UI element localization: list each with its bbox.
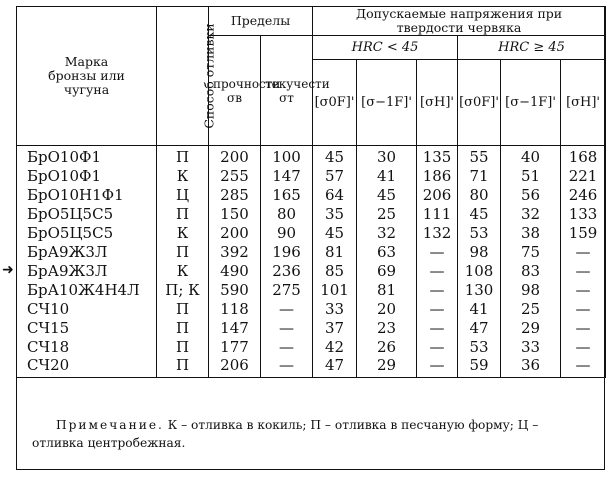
table-row xyxy=(17,281,606,300)
cell-st: 100 xyxy=(261,146,313,167)
cell-b2: 51 xyxy=(501,167,561,186)
cell-b2: 36 xyxy=(501,357,561,378)
cell-grade: СЧ15 xyxy=(17,319,157,338)
cell-sb: 490 xyxy=(209,262,261,281)
cell-a2: 25 xyxy=(357,205,417,224)
cell-a3: — xyxy=(417,243,458,262)
cell-st: — xyxy=(261,319,313,338)
cell-b3: 221 xyxy=(561,167,606,186)
cell-st: 236 xyxy=(261,262,313,281)
header-s1f-b: [σ−1F]' xyxy=(501,60,561,146)
margin-arrow-icon: ➜ xyxy=(2,262,14,278)
header-sh-a: [σH]' xyxy=(417,60,458,146)
cell-a1: 85 xyxy=(313,262,357,281)
cell-b2: 32 xyxy=(501,205,561,224)
header-grade: Марка бронзы или чугуна xyxy=(17,7,157,146)
cell-b1: 41 xyxy=(458,300,501,319)
cell-b3: 133 xyxy=(561,205,606,224)
cell-st: — xyxy=(261,300,313,319)
cell-method: П xyxy=(157,205,209,224)
cell-st: 90 xyxy=(261,224,313,243)
cell-a1: 57 xyxy=(313,167,357,186)
cell-a3: — xyxy=(417,319,458,338)
cell-b3: — xyxy=(561,338,606,357)
cell-a1: 45 xyxy=(313,146,357,167)
cell-b2: 29 xyxy=(501,319,561,338)
cell-st: 275 xyxy=(261,281,313,300)
cell-b1: 53 xyxy=(458,338,501,357)
cell-a2: 81 xyxy=(357,281,417,300)
cell-a2: 32 xyxy=(357,224,417,243)
table-row xyxy=(17,186,606,205)
cell-method: П xyxy=(157,319,209,338)
cell-st: 80 xyxy=(261,205,313,224)
table-row xyxy=(17,357,606,378)
cell-b2: 83 xyxy=(501,262,561,281)
header-s0f-b: [σ0F]' xyxy=(458,60,501,146)
table-row xyxy=(17,146,606,167)
cell-b3: — xyxy=(561,281,606,300)
cell-b3: — xyxy=(561,243,606,262)
cell-method: Ц xyxy=(157,186,209,205)
header-allowed: Допускаемые напряжения при твердости червяка xyxy=(313,7,606,36)
cell-b2: 38 xyxy=(501,224,561,243)
cell-method: П; К xyxy=(157,281,209,300)
cell-method: К xyxy=(157,167,209,186)
cell-a2: 30 xyxy=(357,146,417,167)
cell-sb: 206 xyxy=(209,357,261,378)
cell-b2: 40 xyxy=(501,146,561,167)
cell-a3: — xyxy=(417,357,458,378)
cell-b1: 45 xyxy=(458,205,501,224)
cell-a2: 23 xyxy=(357,319,417,338)
cell-b3: 159 xyxy=(561,224,606,243)
cell-a3: — xyxy=(417,338,458,357)
cell-a2: 41 xyxy=(357,167,417,186)
cell-b2: 56 xyxy=(501,186,561,205)
cell-a3: — xyxy=(417,300,458,319)
cell-b1: 55 xyxy=(458,146,501,167)
cell-a1: 64 xyxy=(313,186,357,205)
header-s0f-a: [σ0F]' xyxy=(313,60,357,146)
cell-a2: 69 xyxy=(357,262,417,281)
allowable-stress-table xyxy=(16,6,606,378)
cell-b3: 246 xyxy=(561,186,606,205)
cell-grade: СЧ18 xyxy=(17,338,157,357)
cell-method: П xyxy=(157,338,209,357)
cell-method: П xyxy=(157,146,209,167)
cell-grade: СЧ10 xyxy=(17,300,157,319)
cell-a1: 37 xyxy=(313,319,357,338)
cell-method: П xyxy=(157,300,209,319)
cell-a1: 42 xyxy=(313,338,357,357)
cell-a2: 20 xyxy=(357,300,417,319)
cell-b1: 80 xyxy=(458,186,501,205)
cell-b1: 71 xyxy=(458,167,501,186)
cell-b1: 108 xyxy=(458,262,501,281)
cell-method: П xyxy=(157,243,209,262)
cell-a2: 63 xyxy=(357,243,417,262)
table-row xyxy=(17,205,606,224)
cell-a2: 29 xyxy=(357,357,417,378)
cell-st: 196 xyxy=(261,243,313,262)
cell-st: 147 xyxy=(261,167,313,186)
cell-sb: 200 xyxy=(209,224,261,243)
cell-sb: 200 xyxy=(209,146,261,167)
cell-a3: 186 xyxy=(417,167,458,186)
header-hrc-lt: HRC < 45 xyxy=(313,36,458,60)
cell-grade: БрО5Ц5С5 xyxy=(17,205,157,224)
cell-a1: 81 xyxy=(313,243,357,262)
cell-a3: 111 xyxy=(417,205,458,224)
cell-grade: БрО10Н1Ф1 xyxy=(17,186,157,205)
table-row xyxy=(17,224,606,243)
cell-grade: БрА9Ж3Л xyxy=(17,243,157,262)
note-text: К – отливка в кокиль; П – отливка в песчаную форму; Ц – отливка центробежная. xyxy=(32,418,539,450)
header-hrc-ge: HRC ≥ 45 xyxy=(458,36,606,60)
table-row xyxy=(17,243,606,262)
header-s1f-a: [σ−1F]' xyxy=(357,60,417,146)
cell-b1: 130 xyxy=(458,281,501,300)
header-limits: Пределы xyxy=(209,7,313,36)
header-strength: прочности σв xyxy=(209,36,261,146)
cell-b2: 25 xyxy=(501,300,561,319)
cell-a2: 26 xyxy=(357,338,417,357)
header-yield: текучести σт xyxy=(261,36,313,146)
cell-a1: 35 xyxy=(313,205,357,224)
note-label: Примечание. xyxy=(56,418,164,432)
cell-b3: — xyxy=(561,300,606,319)
table-note xyxy=(32,416,592,452)
table-row xyxy=(17,262,606,281)
cell-grade: БрО5Ц5С5 xyxy=(17,224,157,243)
table-row xyxy=(17,300,606,319)
cell-a1: 47 xyxy=(313,357,357,378)
header-method: Способ отливки xyxy=(157,7,209,146)
cell-b1: 98 xyxy=(458,243,501,262)
cell-st: 165 xyxy=(261,186,313,205)
cell-b2: 75 xyxy=(501,243,561,262)
cell-grade: СЧ20 xyxy=(17,357,157,378)
cell-a3: 206 xyxy=(417,186,458,205)
cell-b3: — xyxy=(561,357,606,378)
cell-sb: 392 xyxy=(209,243,261,262)
cell-sb: 177 xyxy=(209,338,261,357)
cell-a3: — xyxy=(417,262,458,281)
cell-a3: 132 xyxy=(417,224,458,243)
cell-a1: 45 xyxy=(313,224,357,243)
cell-b2: 33 xyxy=(501,338,561,357)
table-row xyxy=(17,167,606,186)
cell-sb: 150 xyxy=(209,205,261,224)
cell-grade: БрА9Ж3Л xyxy=(17,262,157,281)
table-row xyxy=(17,319,606,338)
cell-b3: — xyxy=(561,319,606,338)
cell-b2: 98 xyxy=(501,281,561,300)
cell-st: — xyxy=(261,357,313,378)
cell-b1: 59 xyxy=(458,357,501,378)
cell-method: К xyxy=(157,262,209,281)
cell-b1: 53 xyxy=(458,224,501,243)
cell-sb: 147 xyxy=(209,319,261,338)
cell-a1: 33 xyxy=(313,300,357,319)
cell-b3: — xyxy=(561,262,606,281)
cell-grade: БрО10Ф1 xyxy=(17,167,157,186)
cell-a3: 135 xyxy=(417,146,458,167)
cell-grade: БрА10Ж4Н4Л xyxy=(17,281,157,300)
header-sh-b: [σH]' xyxy=(561,60,606,146)
cell-a2: 45 xyxy=(357,186,417,205)
table-row xyxy=(17,338,606,357)
cell-method: П xyxy=(157,357,209,378)
cell-a3: — xyxy=(417,281,458,300)
cell-b1: 47 xyxy=(458,319,501,338)
cell-sb: 590 xyxy=(209,281,261,300)
cell-sb: 118 xyxy=(209,300,261,319)
cell-grade: БрО10Ф1 xyxy=(17,146,157,167)
cell-st: — xyxy=(261,338,313,357)
cell-sb: 285 xyxy=(209,186,261,205)
cell-b3: 168 xyxy=(561,146,606,167)
cell-a1: 101 xyxy=(313,281,357,300)
cell-sb: 255 xyxy=(209,167,261,186)
cell-method: К xyxy=(157,224,209,243)
